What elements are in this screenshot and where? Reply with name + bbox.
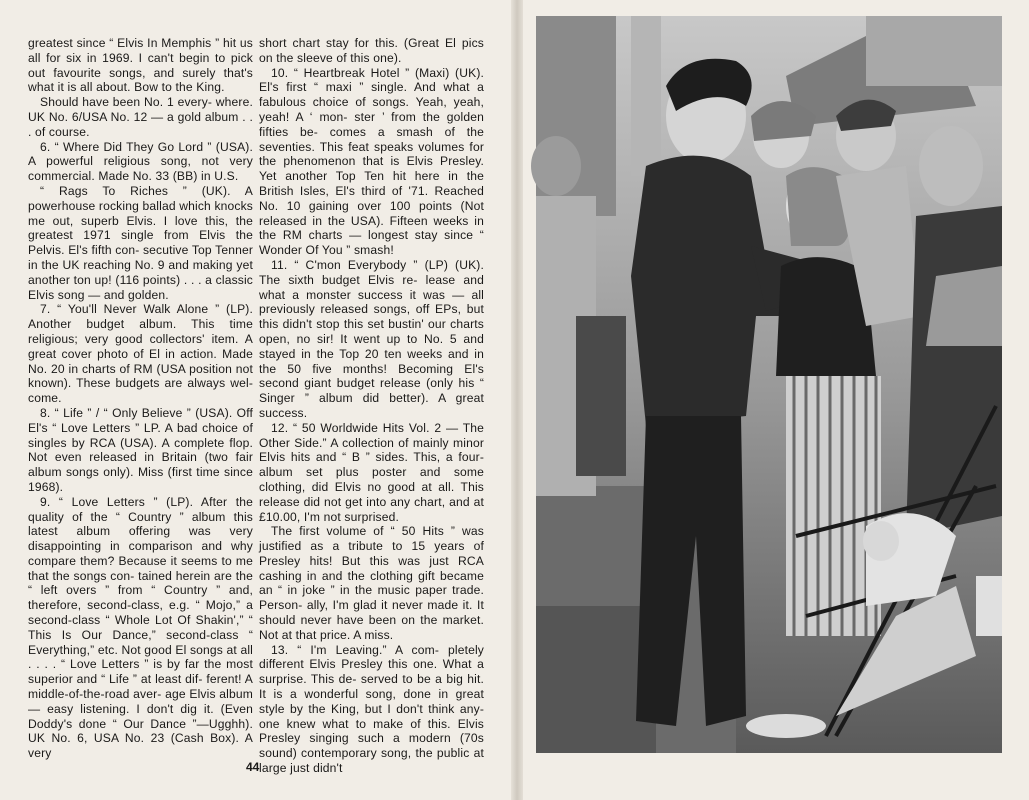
entry-12: 12. “ 50 Worldwide Hits Vol. 2 — The Other Side.” A collection of mainly minor Elvis hits and “ B ” sides. This, a four-album set plus poster and some clothing, did Elvis no good at all. This release did not get into any chart, and at £10.00, I'm not surprised. <box>259 420 484 524</box>
paragraph: short chart stay for this. (Great El pics on the sleeve of this one). <box>259 36 484 65</box>
entry-9: 9. “ Love Letters ” (LP). After the quality of the “ Country ” album this latest album offering was very disappointing in comparison and why compare them? Because it seems to me that the songs con- tained herein are the “ left overs ” from “ Country ” and, therefore, second-class, e.g. “ Mojo,” a second-class “ Whole Lot Of Shakin',” “ This Is Our Dance,” second-class “ Everything,” etc. Not good El songs at all . . . . “ Love Letters ” is by far the most superior and “ Life ” at least dif- ferent! A middle-of-the-road aver- age Elvis album — easy listening. I don't dig it. (Even Doddy's done “ Our Dance ”—Ugghh). UK No. 6, USA No. 23 (Cash Box). A very <box>28 494 253 761</box>
text-column-1 <box>28 36 253 761</box>
paragraph: greatest since “ Elvis In Memphis ” hit us all for six in 1969. I can't begin to pick out favourite songs, and surely that's what it is all about. Bow to the King. <box>28 36 253 95</box>
photo-illustration <box>536 16 1002 753</box>
text-column-2 <box>259 36 484 776</box>
paragraph: The first volume of “ 50 Hits ” was justified as a tribute to 15 years of Presley hits! But this was just RCA cashing in and the clothing gift became an “ in joke ” in the music paper trade. Person- ally, I'm glad it never made it. It should never have been on the market. Not at that price. A miss. <box>259 524 484 642</box>
entry-7: 7. “ You'll Never Walk Alone ” (LP). Another budget album. This time religious; very good collectors' item. A great cover photo of El in action. Made No. 20 in charts of RM (USA position not known). These budgets are always wel- come. <box>28 302 253 406</box>
gutter <box>511 0 523 800</box>
paragraph: Should have been No. 1 every- where. UK No. 6/USA No. 12 — a gold album . . . of course. <box>28 95 253 139</box>
page-number: 44 <box>246 760 260 774</box>
entry-rags-to-riches: “ Rags To Riches ” (UK). A powerhouse rocking ballad which knocks me out, superb Elvis. I love this, the greatest 1971 single from Elvis the Pelvis. El's fifth con- secutive Top Tenner in the UK reaching No. 9 and making yet another ton up! (116 points) . . . a classic Elvis song — and golden. <box>28 183 253 302</box>
entry-11: 11. “ C'mon Everybody ” (LP) (UK). The sixth budget Elvis re- lease and what a monster success it was — all previously released songs, off EPs, but this didn't stop this set bustin' our charts open, no sir! It went up to No. 5 and stayed in the Top 20 ten weeks and in the 50 five months! Becoming El's second giant budget release (only his “ Singer ” album did better). A great success. <box>259 257 484 420</box>
entry-13: 13. “ I'm Leaving.” A com- pletely different Elvis Presley this one. What a surprise. This de- served to be a big hit. It is a wonderful song, done in great style by the King, but I don't think any- one knew what to make of this. Elvis Presley singing such a modern (70s sound) contemporary song, the public at large just didn't <box>259 642 484 776</box>
entry-6: 6. “ Where Did They Go Lord ” (USA). A powerful religious song, not very commercial. Made No. 33 (BB) in U.S. <box>28 139 253 184</box>
left-page <box>0 0 512 800</box>
photograph <box>536 16 1002 753</box>
entry-10: 10. “ Heartbreak Hotel ” (Maxi) (UK). El's first “ maxi ” single. And what a fabulous choice of songs. Yeah, yeah, yeah! A ‘ mon- ster ’ from the golden fifties be- comes a smash of the seventies. This feat speaks volumes for the phenomenon that is Elvis Presley. Yet another Top Ten hit here in the British Isles, El's third of '71. Reached No. 10 gaining over 100 points (Not released in the USA). Fifteen weeks in the RM charts — longest stay since “ Wonder Of You ” smash! <box>259 65 484 258</box>
entry-8: 8. “ Life ” / “ Only Believe ” (USA). Off El's “ Love Letters ” LP. A bad choice of singles by RCA (USA). A complete flop. Not even released in Britain (two fair album songs only). Miss (first time since 1968). <box>28 405 253 494</box>
